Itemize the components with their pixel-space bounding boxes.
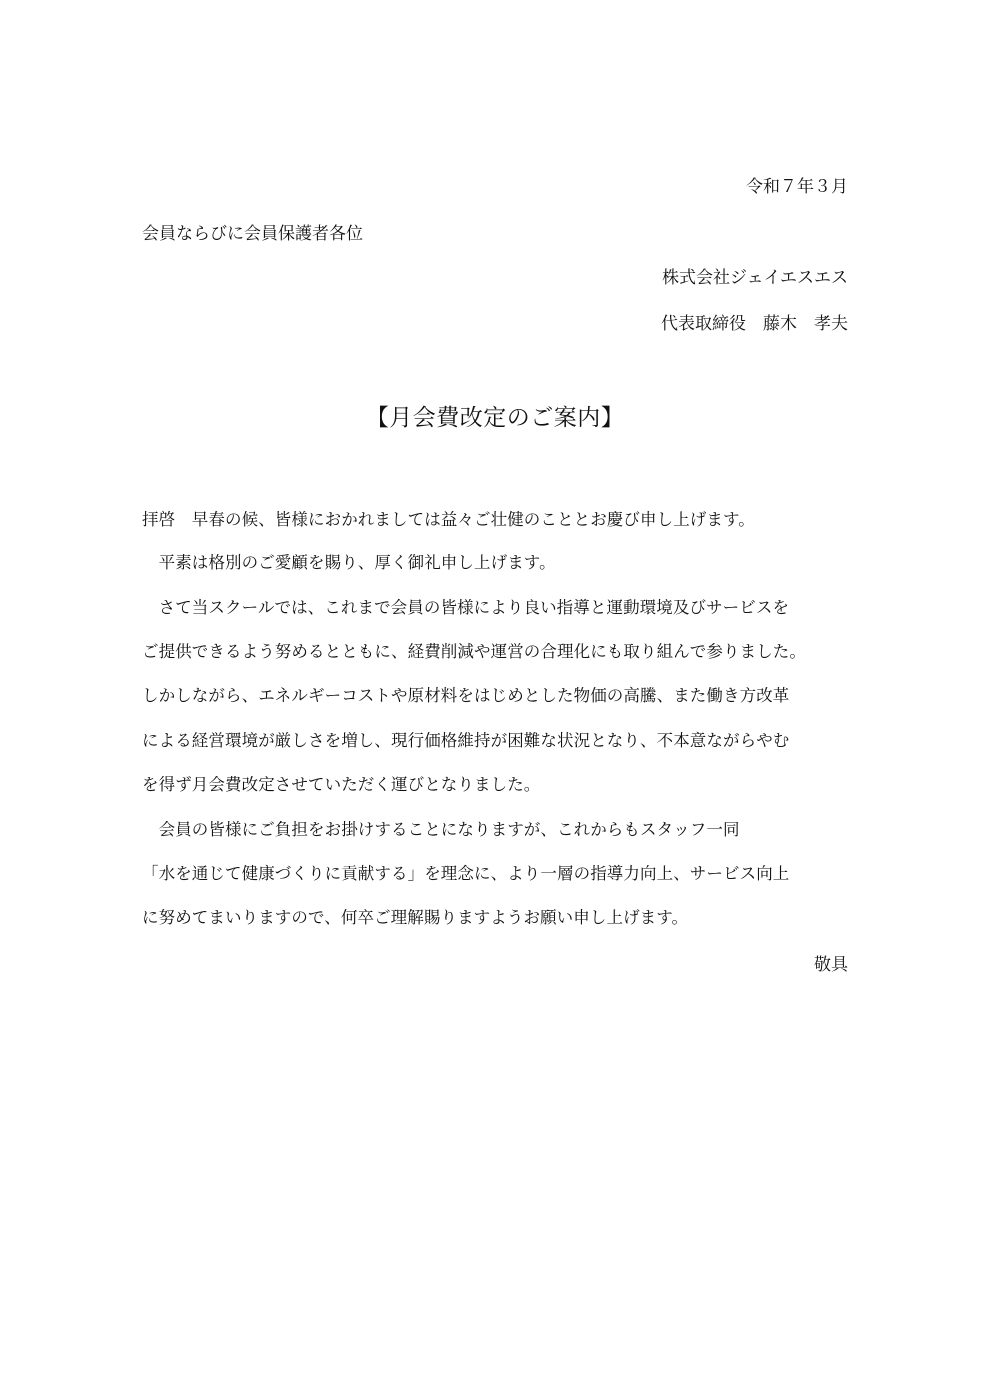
letter-date: 令和７年３月 — [746, 177, 848, 197]
body-line-7: を得ず月会費改定させていただく運びとなりました。 — [142, 775, 541, 794]
body-line-4: ご提供できるよう努めるとともに、経費削減や運営の合理化にも取り組んで参りました。 — [142, 642, 806, 661]
body-line-8: 会員の皆様にご負担をお掛けすることになりますが、これからもスタッフ一同 — [142, 820, 740, 839]
body-line-1: 拝啓 早春の候、皆様におかれましては益々ご壮健のこととお慶び申し上げます。 — [142, 510, 755, 529]
body-line-10: に努めてまいりますので、何卒ご理解賜りますようお願い申し上げます。 — [142, 908, 689, 927]
sender-company: 株式会社ジェイエスエス — [662, 268, 848, 288]
body-line-3: さて当スクールでは、これまで会員の皆様により良い指導と運動環境及びサービスを — [142, 598, 790, 617]
body-line-5: しかしながら、エネルギーコストや原材料をはじめとした物価の高騰、また働き方改革 — [142, 686, 790, 705]
document-title: 【月会費改定のご案内】 — [365, 405, 625, 431]
recipient-line: 会員ならびに会員保護者各位 — [142, 224, 363, 244]
body-line-2: 平素は格別のご愛顧を賜り、厚く御礼申し上げます。 — [142, 553, 556, 572]
body-line-9: 「水を通じて健康づくりに貢献する」を理念に、より一層の指導力向上、サービス向上 — [142, 864, 790, 883]
closing-word: 敬具 — [814, 955, 848, 975]
body-line-6: による経営環境が厳しさを増し、現行価格維持が困難な状況となり、不本意ながらやむ — [142, 731, 790, 750]
sender-representative: 代表取締役 藤木 孝夫 — [661, 314, 848, 334]
